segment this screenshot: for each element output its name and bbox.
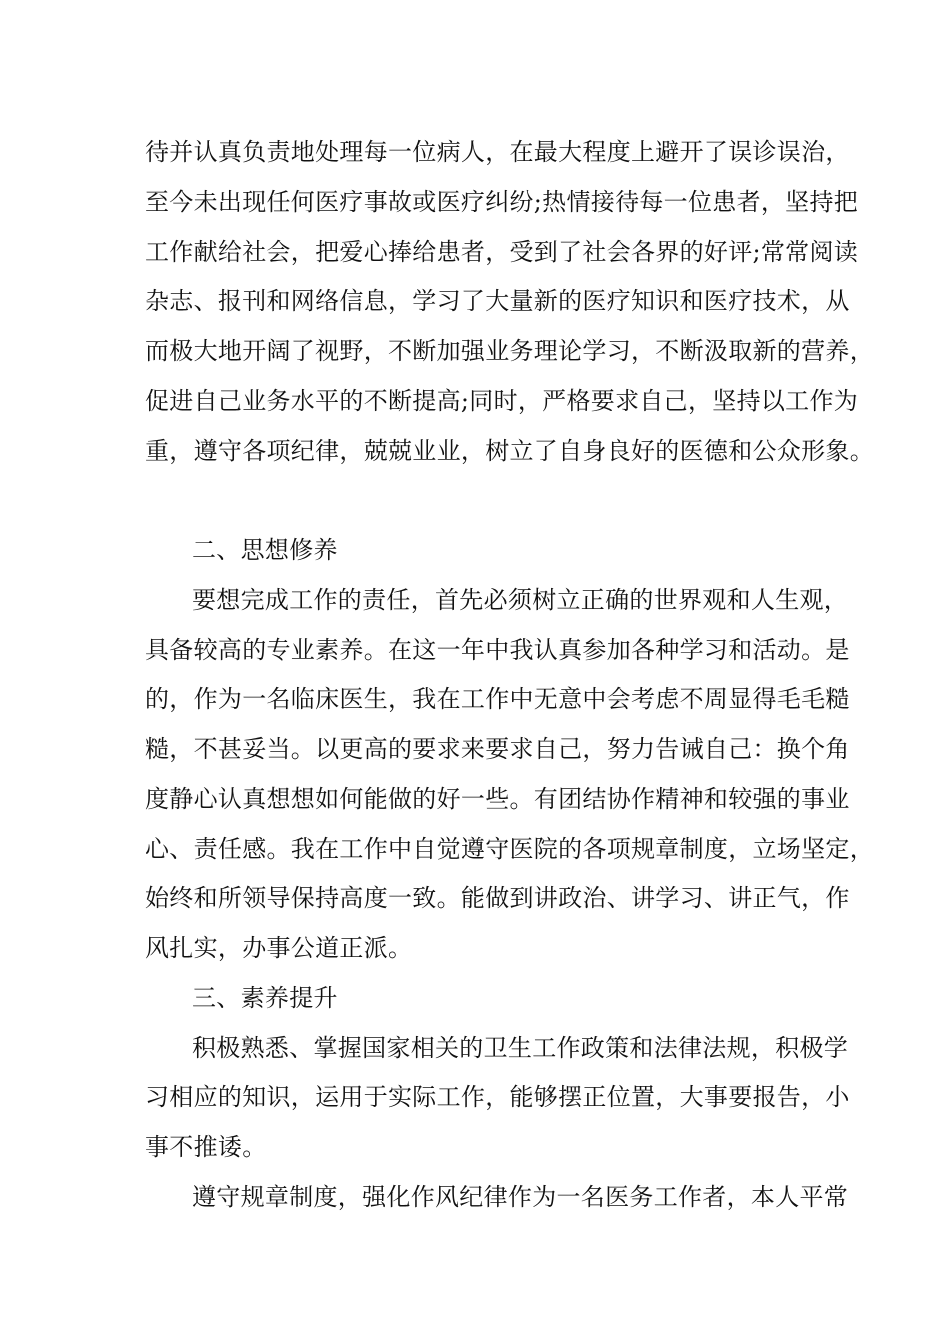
paragraph-line: 至今未出现任何医疗事故或医疗纠纷;热情接待每一位患者，坚持把 xyxy=(145,188,859,216)
paragraph-line: 的，作为一名临床医生，我在工作中无意中会考虑不周显得毛毛糙 xyxy=(145,685,850,713)
paragraph-line: 始终和所领导保持高度一致。能做到讲政治、讲学习、讲正气，作 xyxy=(145,884,850,912)
paragraph-line: 杂志、报刊和网络信息，学习了大量新的医疗知识和医疗技术，从 xyxy=(145,287,850,315)
paragraph-line: 促进自己业务水平的不断提高;同时，严格要求自己，坚持以工作为 xyxy=(145,387,859,415)
section-heading-3: 三、素养提升 xyxy=(192,984,338,1012)
paragraph-line: 要想完成工作的责任，首先必须树立正确的世界观和人生观， xyxy=(192,586,849,614)
paragraph-line: 待并认真负责地处理每一位病人，在最大程度上避开了误诊误治， xyxy=(145,138,850,166)
paragraph-line: 工作献给社会，把爱心捧给患者，受到了社会各界的好评;常常阅读 xyxy=(145,238,859,266)
paragraph-line: 事不推诿。 xyxy=(145,1133,267,1161)
paragraph-line: 糙，不甚妥当。以更高的要求来要求自己，努力告诫自己：换个角 xyxy=(145,735,850,763)
paragraph-line: 习相应的知识，运用于实际工作，能够摆正位置，大事要报告，小 xyxy=(145,1083,850,1111)
paragraph-line: 心、责任感。我在工作中自觉遵守医院的各项规章制度，立场坚定， xyxy=(145,835,874,863)
paragraph-line: 具备较高的专业素养。在这一年中我认真参加各种学习和活动。是 xyxy=(145,636,850,664)
paragraph-line: 而极大地开阔了视野，不断加强业务理论学习，不断汲取新的营养， xyxy=(145,337,874,365)
paragraph-line: 积极熟悉、掌握国家相关的卫生工作政策和法律法规，积极学 xyxy=(192,1034,849,1062)
paragraph-line: 遵守规章制度，强化作风纪律作为一名医务工作者，本人平常 xyxy=(192,1183,849,1211)
paragraph-line: 风扎实，办事公道正派。 xyxy=(145,934,413,962)
paragraph-line: 重，遵守各项纪律，兢兢业业，树立了自身良好的医德和公众形象。 xyxy=(145,437,874,465)
paragraph-line: 度静心认真想想如何能做的好一些。有团结协作精神和较强的事业 xyxy=(145,785,850,813)
section-heading-2: 二、思想修养 xyxy=(192,536,338,564)
